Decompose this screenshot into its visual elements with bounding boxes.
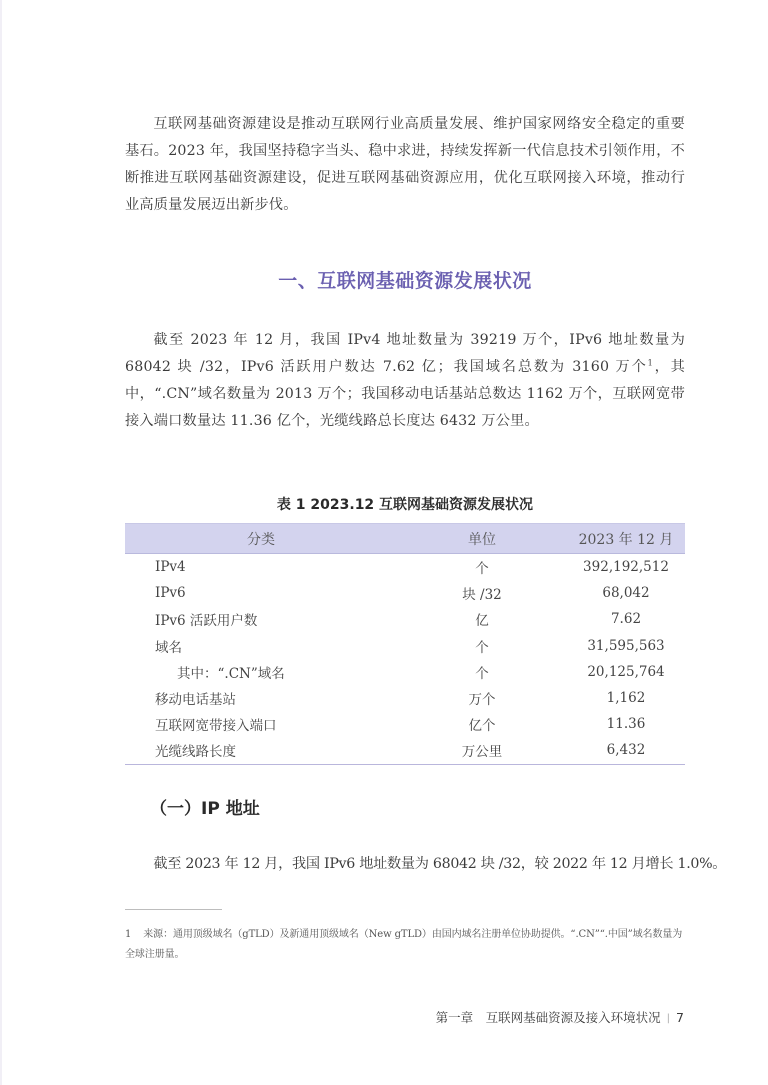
intro-paragraph: 互联网基础资源建设是推动互联网行业高质量发展、维护国家网络安全稳定的重要基石。2023 年，我国坚持稳字当头、稳中求进，持续发挥新一代信息技术引领作用，不断推进互联网基础资源建设，促进互联网基础资源应用，优化互联网接入环境，推动行业高质量发展迈出新步伐。 [125,116,685,213]
table-row [125,711,685,737]
cell-value: 7.62 [610,611,642,628]
cell-unit: 个 [475,639,489,656]
table-header-row [125,524,685,554]
cell-value: 20,125,764 [587,663,665,680]
cell-value: 11.36 [606,716,646,733]
column-header-category: 分类 [125,524,397,554]
cell-unit: 亿个 [468,718,496,735]
footer-separator: | [666,1013,671,1024]
footnote [125,925,690,965]
cell-category: 光缆线路长度 [125,737,397,764]
column-header-value: 2023 年 12 月 [567,524,685,554]
footnote-reference[interactable]: 1 [647,358,653,368]
section-title: 一、互联网基础资源发展状况 [278,270,532,292]
cell-unit: 个 [475,561,489,578]
cell-unit: 亿 [475,613,489,630]
table-row [125,580,685,606]
column-header-unit: 单位 [397,524,567,554]
cell-value: 31,595,563 [587,637,665,654]
page-edge [0,0,2,1085]
cell-category: IPv4 [155,559,186,576]
table-row [125,606,685,632]
footnote-number: 1 [125,929,132,940]
table-caption: 表 1 2023.12 互联网基础资源发展状况 [276,497,534,513]
cell-category: 移动电话基站 [155,692,236,709]
summary-text-part2: ，其中，“.CN”域名数量为 2013 万个；我国移动电话基站总数达 1162 万个，互联网宽带接入端口数量达 11.36 亿个，光缆线路总长度达 6432 万公里。 [125,359,686,429]
summary-text-part1: 截至 2023 年 12 月，我国 IPv4 地址数量为 39219 万个，IPv6 地址数量为 68042 块 /32，IPv6 活跃用户数达 7.62 亿；我国域名总数为 3160 万个 [125,332,685,375]
cell-category: IPv6 活跃用户数 [155,613,258,630]
cell-value: 6,432 [567,737,685,764]
cell-unit: 块 /32 [462,587,502,604]
resource-table [125,523,685,765]
footnote-divider [125,909,222,910]
cell-category: IPv6 [155,585,186,602]
cell-unit: 万个 [468,692,496,709]
cell-category: 互联网宽带接入端口 [155,718,277,735]
table-row [125,633,685,659]
cell-unit: 个 [475,665,489,682]
page-footer [436,1008,684,1026]
table-row [125,659,685,685]
cell-category: 域名 [155,639,182,656]
ip-paragraph: 截至 2023 年 12 月，我国 IPv6 地址数量为 68042 块 /32，较 2022 年 12 月增长 1.0%。 [153,856,727,872]
subsection-title: （一）IP 地址 [150,799,260,819]
table-row [125,685,685,711]
cell-value: 68,042 [602,585,650,602]
summary-paragraph [125,327,685,435]
cell-unit: 万公里 [397,737,567,764]
page-number: 7 [676,1010,684,1025]
cell-value: 392,192,512 [583,559,669,576]
cell-value: 1,162 [606,690,646,707]
table-row [125,554,685,581]
chapter-title: 第一章 互联网基础资源及接入环境状况 [435,1010,661,1025]
footnote-text: 来源：通用顶级域名（gTLD）及新通用顶级域名（New gTLD）由国内域名注册单位协助提供。“.CN”“.中国”域名数量为全球注册量。 [125,929,683,960]
cell-category: 其中：“.CN”域名 [177,665,285,682]
table-row [125,737,685,764]
